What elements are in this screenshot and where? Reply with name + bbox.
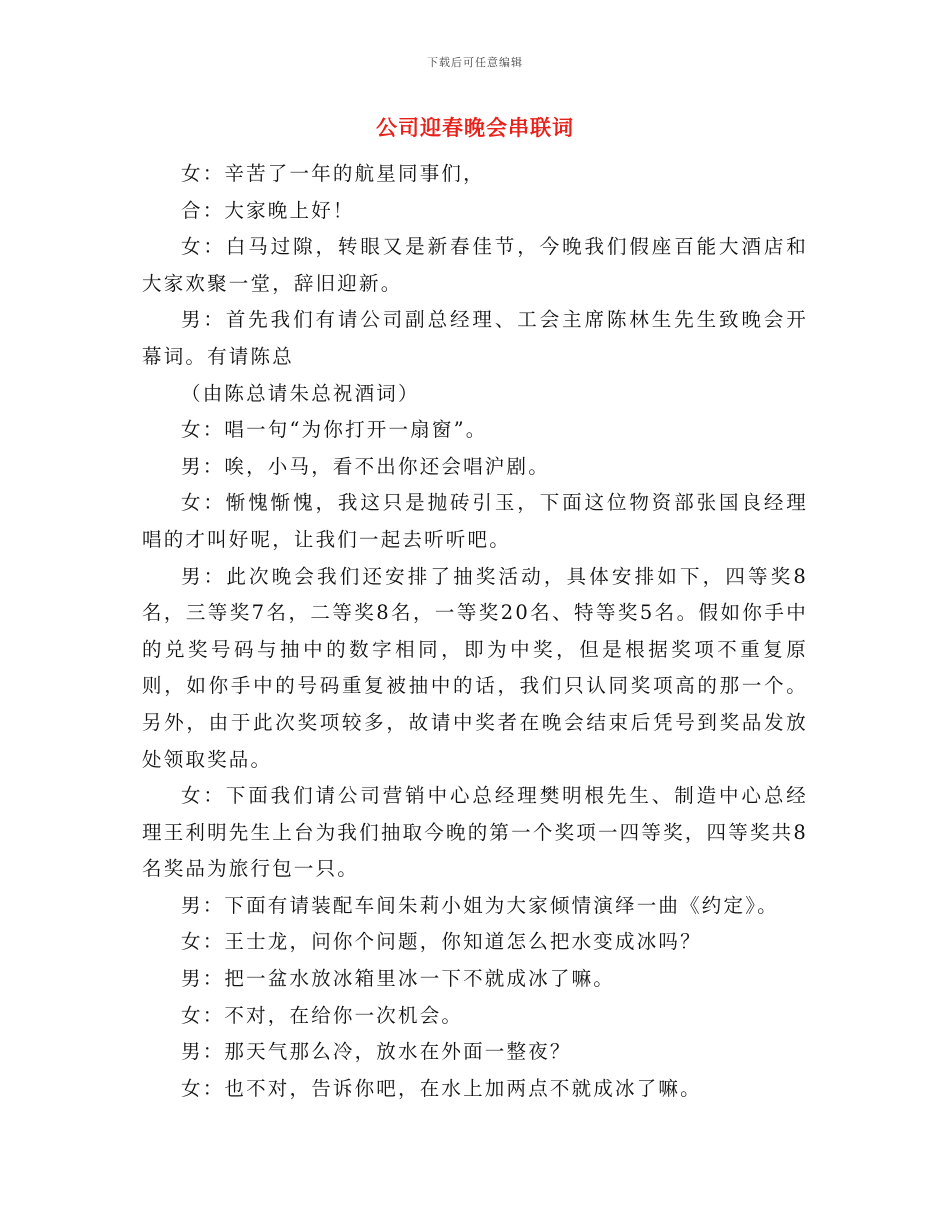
paragraph: 男：把一盆水放冰箱里冰一下不就成冰了嘛。: [181, 967, 616, 991]
paragraph: 女：唱一句“为你打开一扇窗”。: [181, 418, 488, 442]
paragraph: 女：也不对，告诉你吧，在水上加两点不就成冰了嘛。: [181, 1076, 702, 1100]
paragraph: 女：下面我们请公司营销中心总经理樊明根先生、制造中心总经理王利明先生上台为我们抽取今晚的第一个奖项一四等奖，四等奖共8名奖品为旅行包一只。: [142, 784, 808, 881]
paragraph: 男：唉，小马，看不出你还会唱沪剧。: [181, 454, 550, 478]
paragraph: 男：此次晚会我们还安排了抽奖活动，具体安排如下，四等奖8名，三等奖7名，二等奖8名，一等奖20名、特等奖5名。假如你手中的兑奖号码与抽中的数字相同，即为中奖，但是根据奖项不重复原则，如你手中的号码重复被抽中的话，我们只认同奖项高的那一个。另外，由于此次奖项较多，故请中奖者在晚会结束后凭号到奖品发放处领取奖品。: [142, 564, 808, 771]
paragraph: 女：惭愧惭愧，我这只是抛砖引玉，下面这位物资部张国良经理唱的才叫好呢，让我们一起去听听吧。: [142, 491, 808, 551]
header-note: 下载后可任意编辑: [427, 56, 523, 69]
paragraph: 男：首先我们有请公司副总经理、工会主席陈林生先生致晚会开幕词。有请陈总: [142, 308, 808, 368]
document-body: [142, 156, 808, 1107]
paragraph: 男：那天气那么冷，放水在外面一整夜？: [181, 1040, 572, 1064]
paragraph: 女：白马过隙，转眼又是新春佳节，今晚我们假座百能大酒店和大家欢聚一堂，辞旧迎新。: [142, 235, 808, 295]
document-title: 公司迎春晚会串联词: [376, 115, 574, 140]
paragraph: 女：不对，在给你一次机会。: [181, 1003, 464, 1027]
paragraph: 女：王士龙，问你个问题，你知道怎么把水变成冰吗？: [181, 930, 702, 954]
paragraph: （由陈总请朱总祝酒词）: [181, 381, 420, 405]
paragraph: 合：大家晚上好！: [181, 198, 355, 222]
paragraph: 女：辛苦了一年的航星同事们，: [181, 162, 485, 185]
paragraph: 男：下面有请装配车间朱莉小姐为大家倾情演绎一曲《约定》。: [181, 893, 779, 917]
